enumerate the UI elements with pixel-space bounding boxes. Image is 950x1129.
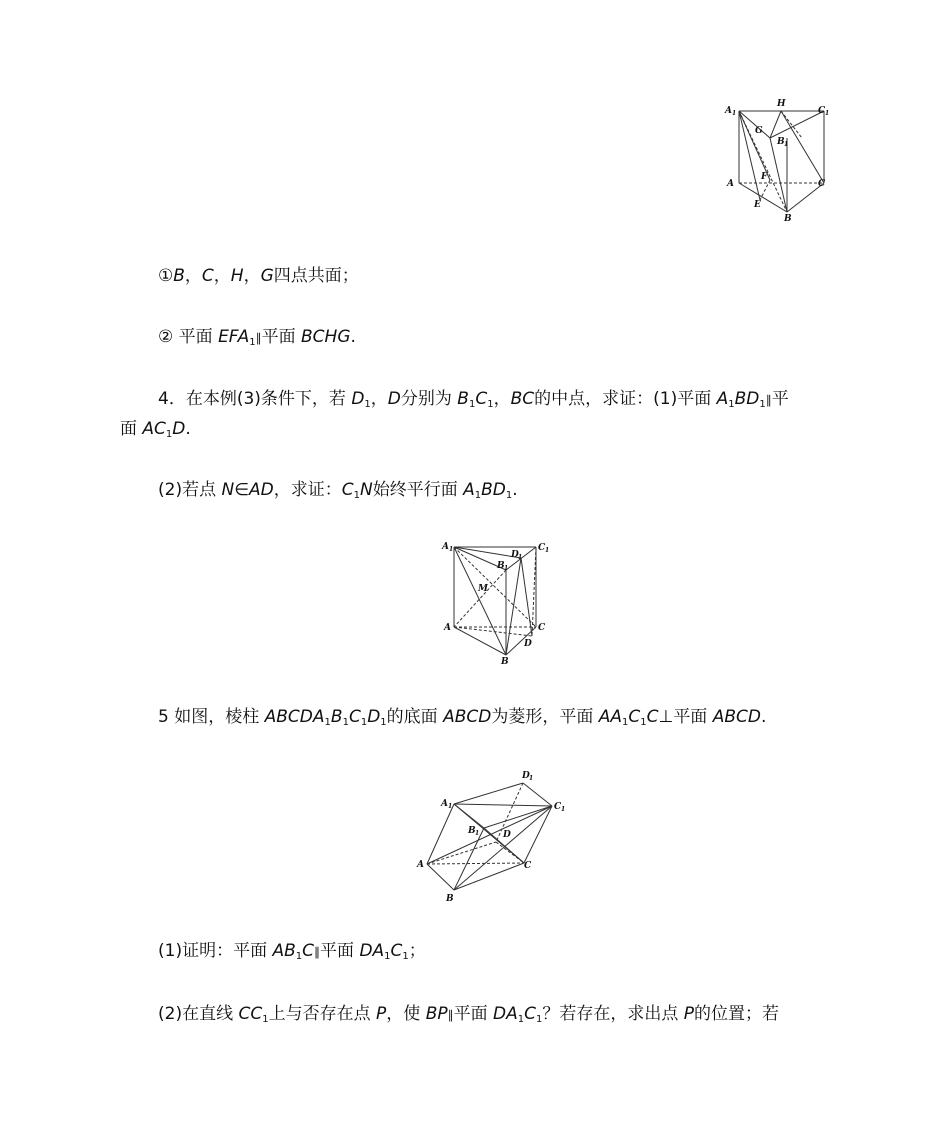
label-A1-sub: 1 bbox=[732, 110, 737, 117]
label-A: A bbox=[444, 623, 451, 633]
label-C1-sub: 1 bbox=[545, 547, 550, 554]
label-B1: B bbox=[777, 137, 785, 147]
label-C: C bbox=[524, 861, 532, 871]
label-D1: D bbox=[511, 550, 519, 560]
problem-4-part-2: (2)若点 N∈AD，求证：$C_1N$始终平行面 $A_1BD_1$. bbox=[158, 480, 518, 501]
label-F: F bbox=[761, 172, 768, 182]
label-C1-sub: 1 bbox=[825, 110, 830, 117]
label-C1: C bbox=[538, 543, 546, 553]
label-B: B bbox=[501, 657, 509, 667]
label-C: C bbox=[538, 623, 546, 633]
label-B1-sub: 1 bbox=[475, 830, 480, 837]
label-B1: B bbox=[497, 561, 505, 571]
label-E: E bbox=[754, 200, 761, 210]
problem-5-stem: 5 如图，棱柱 $ABCDA_1B_1C_1D_1$的底面 ABCD为菱形，平面 $AA_1C_1C\perp$平面 ABCD. bbox=[158, 707, 767, 728]
label-M: M bbox=[478, 584, 488, 594]
problem-4-line-2: 面 $AC_1D$. bbox=[120, 419, 191, 440]
label-C1: C bbox=[818, 106, 826, 116]
label-A1: A bbox=[441, 799, 448, 809]
label-D: D bbox=[524, 639, 532, 649]
label-B: B bbox=[784, 214, 792, 224]
statement-1: ①B，C，H，G四点共面； bbox=[158, 266, 359, 286]
label-A1-sub: 1 bbox=[449, 546, 454, 553]
label-C1: C bbox=[554, 802, 562, 812]
label-B1: B bbox=[468, 826, 476, 836]
label-D1-sub: 1 bbox=[529, 775, 534, 782]
figure-prism-2 bbox=[438, 536, 554, 670]
label-D1-sub: 1 bbox=[518, 554, 523, 561]
label-B1-sub: 1 bbox=[784, 141, 789, 148]
figure-prism-3 bbox=[412, 766, 572, 906]
label-A1: A bbox=[725, 106, 732, 116]
label-A1-sub: 1 bbox=[448, 803, 453, 810]
label-D1: D bbox=[522, 771, 530, 781]
label-C1-sub: 1 bbox=[561, 806, 566, 813]
problem-4-line-1: 4．在本例(3)条件下，若 $D_1$，D分别为 $B_1C_1$，BC的中点，求证：(1)平面 $A_1BD_1\parallel$平 bbox=[158, 389, 789, 410]
label-A: A bbox=[727, 179, 734, 189]
label-D: D bbox=[503, 830, 511, 840]
label-H: H bbox=[777, 99, 786, 109]
label-A1: A bbox=[442, 542, 449, 552]
label-C: C bbox=[818, 179, 826, 189]
figure-prism-1 bbox=[722, 96, 838, 228]
problem-5-part-1: (1)证明：平面 $AB_1C\parallel$平面 $DA_1C_1$； bbox=[158, 941, 426, 962]
statement-2: ② 平面 $EFA_1\parallel$平面 BCHG. bbox=[158, 327, 356, 348]
label-B: B bbox=[446, 894, 454, 904]
label-B1-sub: 1 bbox=[504, 565, 509, 572]
label-A: A bbox=[417, 860, 424, 870]
problem-5-part-2: (2)在直线 $CC_1$上与否存在点 P，使 BP∥平面 $DA_1C_1$？若存在，求出点 P的位置；若 bbox=[158, 1004, 780, 1025]
label-G: G bbox=[755, 126, 763, 136]
